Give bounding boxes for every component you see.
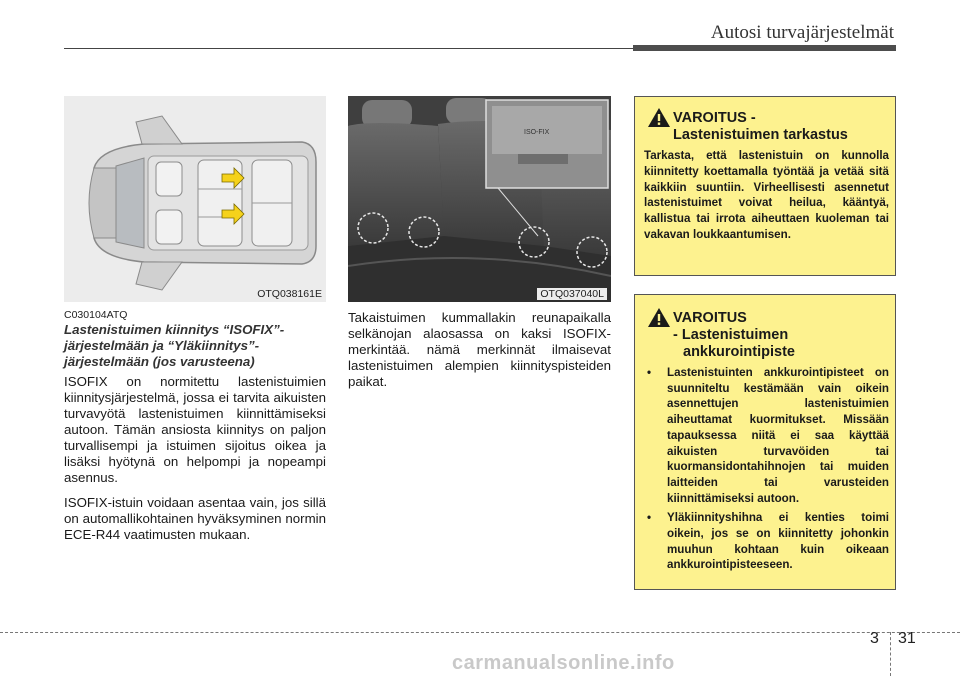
page-number: 31 — [898, 630, 916, 647]
warning-title: VAROITUS — [673, 310, 747, 326]
header-rule — [64, 48, 633, 49]
paragraph: ISOFIX on normitettu lastenistuimien kiinnitysjärjestelmä, jossa ei tarvita aikuisten turvavyötä lastenistuimen kiinnittämiseksi autoon. Tämän ansiosta kiinnitys on paljon turvallisempi ja istuimen sijoitus oikea ja lisäksi hyötynä on helpompi ja nopeampi asennus. — [64, 374, 326, 485]
middle-body-text — [348, 310, 611, 399]
paragraph: Takaistuimen kummallakin reunapaikalla selkänojan alaosassa on kaksi ISOFIX-merkintää. nämä merkinnät ilmaisevat lastenistuimen alempien kiinnityspisteiden paikat. — [348, 310, 611, 389]
warning-box-anchor-point — [634, 294, 896, 590]
warning-text: Tarkasta, että lastenistuin on kunnolla kiinnitetty koettamalla työntää ja vetää sitä kaikkiin suuntiin. Virheellisesti asennetut lastenistuimet voivat heilua, kääntyä, kallistua tai irrota aiheuttaen kuoleman tai vakavan loukkaantumisen. — [644, 149, 889, 241]
warning-list-item: • Lastenistuinten ankkurointipisteet on suunniteltu kestämään vain oikein asennettujen lastenistuimien aiheuttamat kuormitukset. Missään tapauksessa niitä ei saa käyttää aikuisten turvavöiden tai kuormansidontahihnojen tai muiden laitteiden tai varusteiden kiinnittämiseksi autoon. — [644, 365, 889, 506]
footer-rule — [0, 632, 960, 633]
warning-list-item: • Yläkiinnityshihna ei kenties toimi oikein, jos se on kiinnitetty johonkin muuhun kohtaan kuin oikeaan ankkurointipisteeseen. — [644, 510, 889, 573]
running-header-title: Autosi turvajärjestelmät — [710, 22, 894, 43]
warning-triangle-icon — [647, 307, 671, 328]
figure-rear-seats — [348, 96, 611, 302]
isofix-placard-text: ISO-FIX — [524, 129, 550, 136]
warning-box-seat-check — [634, 96, 896, 276]
warning-list — [644, 365, 889, 577]
warning-title: ankkurointipiste — [683, 344, 795, 360]
footer-divider — [890, 632, 891, 676]
warning-title: - Lastenistuimen — [673, 327, 789, 343]
chapter-number: 3 — [870, 630, 879, 647]
warning-title: VAROITUS - — [673, 110, 756, 126]
header-bar — [633, 45, 896, 51]
rear-seats-illustration — [348, 96, 611, 302]
figure-car-top-view — [64, 96, 326, 302]
figure-caption: OTQ038161E — [257, 288, 322, 300]
paragraph: ISOFIX-istuin voidaan asentaa vain, jos sillä on automallikohtainen hyväksyminen normin ECE-R44 vaatimusten mukaan. — [64, 495, 326, 542]
car-top-view-illustration — [64, 96, 326, 302]
warning-title: Lastenistuimen tarkastus — [673, 127, 848, 143]
section-subheading: Lastenistuimen kiinnitys “ISOFIX”-järjestelmään ja “Yläkiinnitys”-järjestelmään (jos varusteena) — [64, 322, 285, 369]
watermark: carmanualsonline.info — [452, 652, 675, 674]
left-body-text — [64, 374, 326, 552]
section-code: C030104ATQ — [64, 309, 128, 321]
figure-caption: OTQ037040L — [537, 288, 607, 300]
warning-triangle-icon — [647, 107, 671, 128]
